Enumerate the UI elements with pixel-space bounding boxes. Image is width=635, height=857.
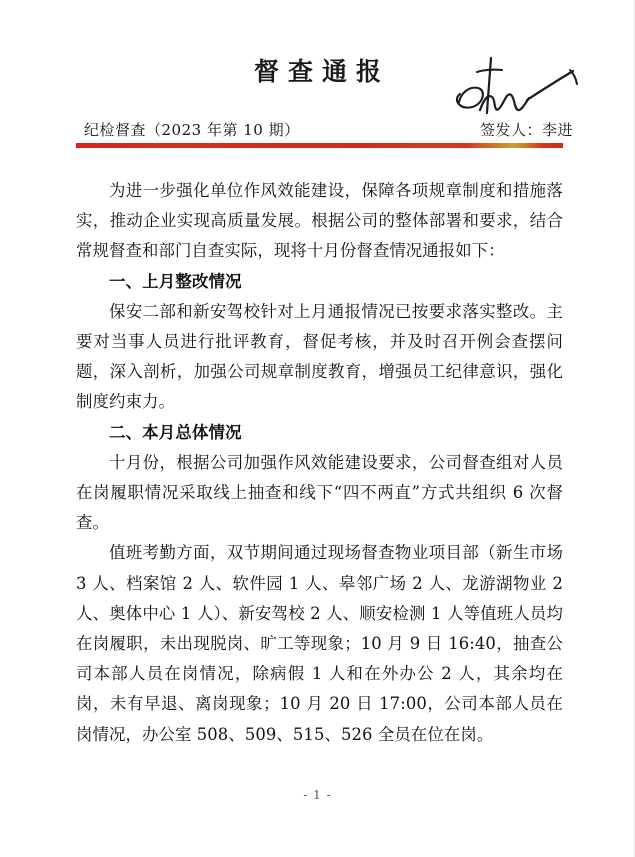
page-number-footer: - 1 -: [303, 788, 332, 802]
document-body: [76, 176, 563, 750]
document-header: [0, 0, 635, 160]
section-one-paragraph: 保安二部和新安驾校针对上月通报情况已按要求落实整改。主要对当事人员进行批评教育，督促考核，并及时召开例会查摆问题，深入剖析，加强公司规章制度教育，增强员工纪律意识，强化制度约束力。: [76, 301, 563, 412]
signature-icon: [447, 52, 587, 122]
intro-paragraph: 为进一步强化单位作风效能建设，保障各项规章制度和措施落实，推动企业实现高质量发展。根据公司的整体部署和要求，结合常规督查和部门自查实际，现将十月份督查情况通报如下：: [76, 181, 563, 261]
section-heading-one: 一、上月整改情况: [109, 271, 242, 291]
issue-number: 纪检督查（2023 年第 10 期）: [84, 121, 300, 139]
page-title: 督查通报: [253, 57, 390, 86]
attendance-paragraph: 值班考勤方面，双节期间通过现场督查物业项目部（新生市场 3 人、档案馆 2 人、软件园 1 人、皋邻广场 2 人、龙游湖物业 2 人、奥体中心 1 人）、新安驾校 2 人、顺安检测 1 人等值班人员均在岗履职，未出现脱岗、旷工等现象；10 月 9 日 16:40，抽查公司本部人员在岗情况，除病假 1 人和在外办公 2 人，其余均在岗，未有早退、离岗现象；10 月 20 日 17:00，公司本部人员在岗情况，办公室 508、509、515、526 全员在位在岗。: [76, 543, 563, 744]
section-two-paragraph: 十月份，根据公司加强作风效能建设要求，公司督查组对人员在岗履职情况采取线上抽查和线下“四不两直”方式共组织 6 次督查。: [76, 452, 563, 533]
header-divider: [76, 143, 563, 148]
signer-name: 签发人：李进: [479, 121, 573, 139]
section-heading-two: 二、本月总体情况: [109, 422, 242, 442]
